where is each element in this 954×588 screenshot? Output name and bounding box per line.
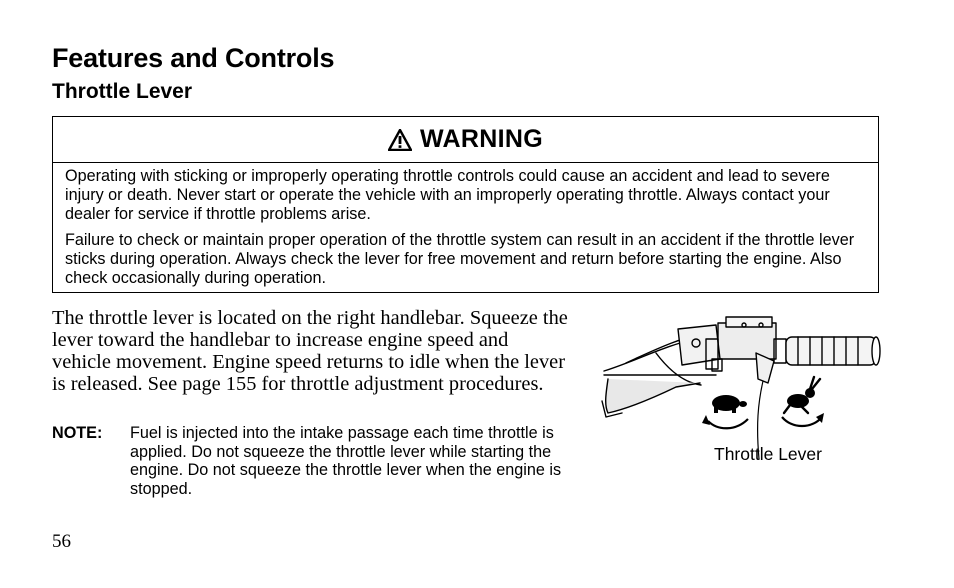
warning-title: WARNING bbox=[420, 125, 543, 153]
warning-header bbox=[53, 117, 878, 163]
warning-box bbox=[52, 116, 879, 293]
warning-body bbox=[53, 163, 878, 288]
warning-paragraph: Failure to check or maintain proper operation of the throttle system can result in an accident if the throttle lever sticks during operation. Always check the lever for free movement and return before starting the engine. Also check occasionally during operation. bbox=[65, 231, 855, 287]
body-paragraph: The throttle lever is located on the right handlebar. Squeeze the lever toward the handlebar to increase engine speed and vehicle movement. Engine speed returns to idle when the lever is released. See page 155 for throttle adjustment procedures. bbox=[52, 307, 568, 395]
warning-paragraph: Operating with sticking or improperly operating throttle controls could cause an accident and lead to severe injury or death. Never start or operate the vehicle with an improperly operating throttle. Always contact your dealer for service if throttle problems arise. bbox=[65, 167, 830, 223]
note-text: Fuel is injected into the intake passage each time throttle is applied. Do not squeeze the throttle lever while starting the engine. Do not squeeze the throttle lever when the engine is stopped. bbox=[130, 424, 562, 498]
section-title: Features and Controls bbox=[52, 43, 335, 73]
warning-triangle-icon bbox=[388, 129, 412, 151]
page-number: 56 bbox=[52, 531, 71, 552]
figure-caption: Throttle Lever bbox=[714, 444, 822, 464]
note-label: NOTE: bbox=[52, 424, 103, 442]
turtle-slow-icon bbox=[702, 395, 748, 428]
rabbit-fast-icon bbox=[782, 377, 824, 426]
sub-title: Throttle Lever bbox=[52, 80, 193, 103]
